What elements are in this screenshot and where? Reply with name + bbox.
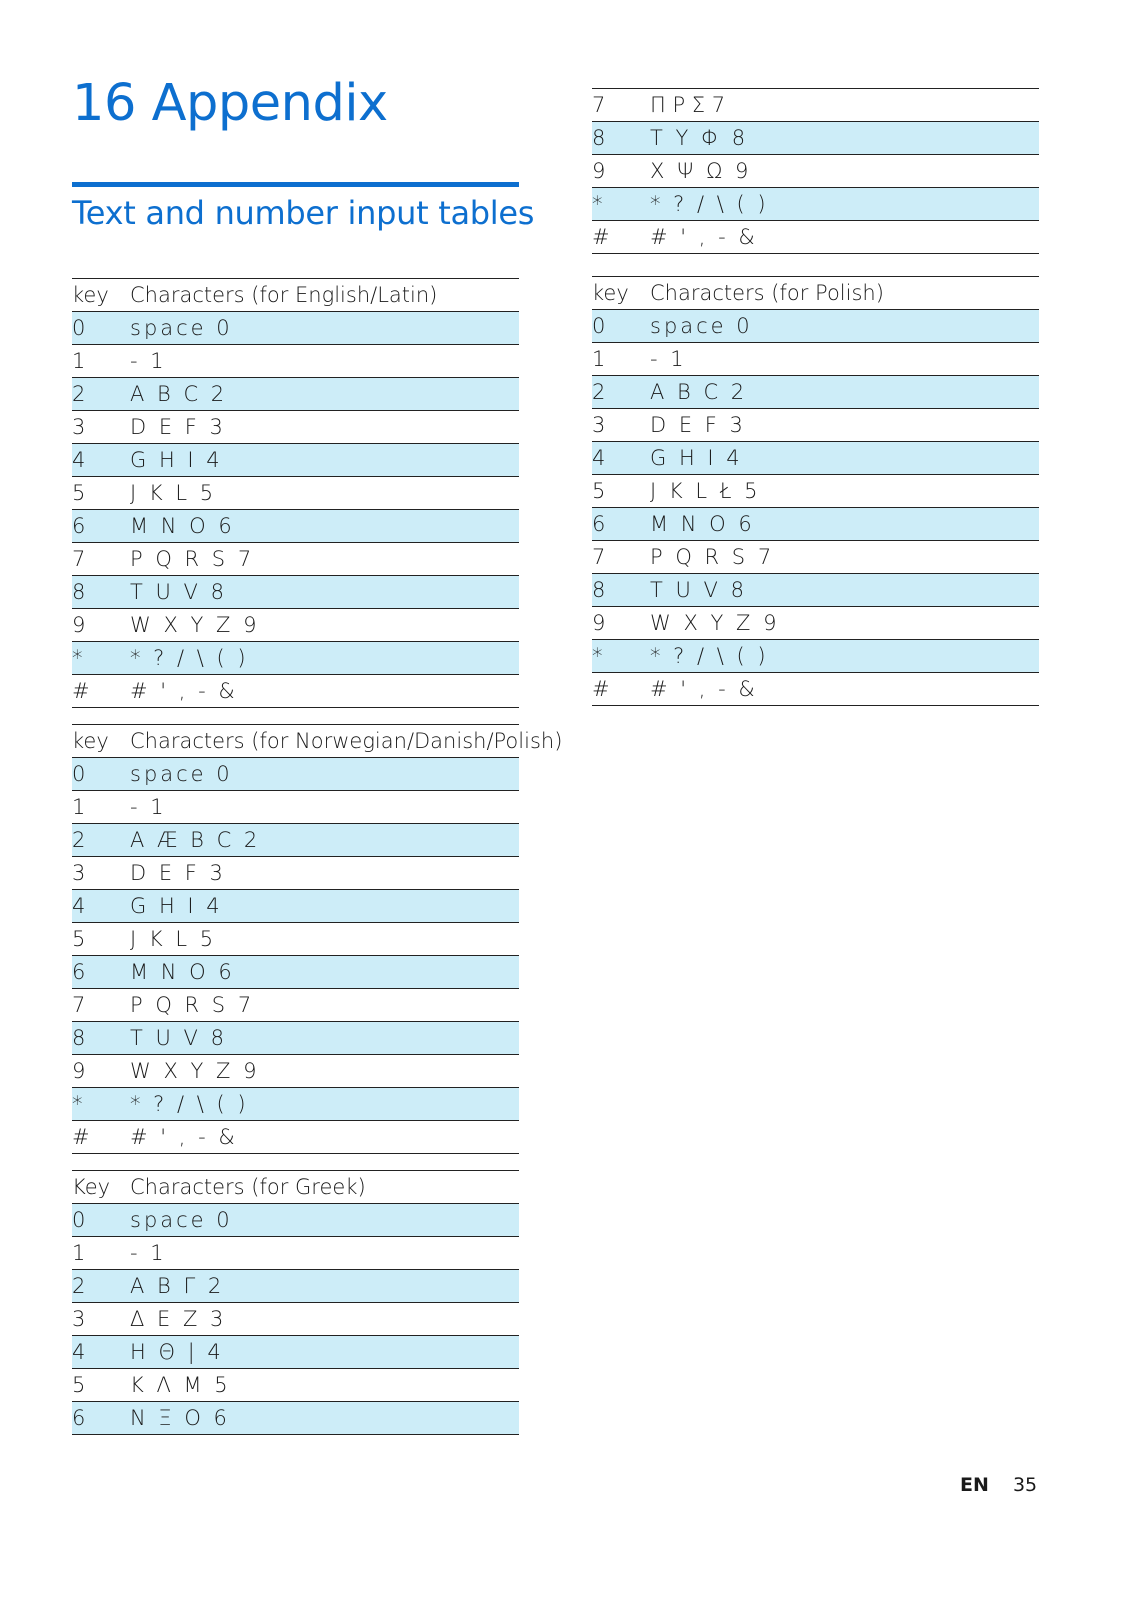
header-characters: Characters (for Greek) [130,1171,519,1204]
characters-cell: K Λ M 5 [130,1369,519,1402]
characters-cell: G H I 4 [130,890,519,923]
characters-cell: # ' , - & [650,673,1039,706]
key-cell: 9 [592,155,650,188]
characters-cell: # ' , - & [650,221,1039,254]
table-row [72,989,519,1022]
page-footer [960,1474,1037,1496]
table-greek-continued [592,88,1039,254]
table-row [592,409,1039,442]
key-cell: 0 [72,1204,130,1237]
characters-cell: W X Y Z 9 [650,607,1039,640]
key-cell: 2 [72,378,130,411]
key-cell: 9 [72,609,130,642]
characters-cell: - 1 [130,1237,519,1270]
key-cell: 8 [592,122,650,155]
characters-cell: D E F 3 [130,411,519,444]
chapter-title: 16 Appendix [72,74,388,133]
key-cell: 4 [72,1336,130,1369]
characters-cell: space 0 [130,312,519,345]
table-row [72,758,519,791]
key-cell: 4 [592,442,650,475]
table-row [592,442,1039,475]
table-row [72,1204,519,1237]
characters-cell: M N O 6 [130,956,519,989]
table-row [592,89,1039,122]
characters-cell: T U V 8 [130,576,519,609]
characters-cell: H Θ | 4 [130,1336,519,1369]
table-row [72,1303,519,1336]
table-row [72,1369,519,1402]
characters-cell: A Æ B C 2 [130,824,519,857]
key-cell: 1 [72,791,130,824]
table-row [72,543,519,576]
table-row [72,923,519,956]
table-header-row [72,1171,519,1204]
characters-cell: M N O 6 [650,508,1039,541]
key-cell: * [72,1088,130,1121]
characters-cell: - 1 [130,345,519,378]
characters-cell: space 0 [130,758,519,791]
key-cell: 2 [592,376,650,409]
key-cell: 8 [72,1022,130,1055]
table-row [592,155,1039,188]
characters-cell: N Ξ O 6 [130,1402,519,1435]
characters-cell: D E F 3 [130,857,519,890]
table-row [72,1121,519,1154]
page-number: 35 [1012,1474,1038,1496]
table-row [72,345,519,378]
section-title: Text and number input tables [72,194,535,232]
table-row [592,122,1039,155]
characters-cell: D E F 3 [650,409,1039,442]
table-row [72,956,519,989]
characters-cell: Δ E Z 3 [130,1303,519,1336]
characters-cell: A B Γ 2 [130,1270,519,1303]
key-cell: 7 [592,541,650,574]
key-cell: 4 [72,444,130,477]
characters-cell: * ? / \ ( ) [130,642,519,675]
key-cell: 4 [72,890,130,923]
characters-cell: P Q R S 7 [650,541,1039,574]
key-cell: 5 [592,475,650,508]
key-cell: 0 [72,312,130,345]
header-characters: Characters (for Polish) [650,277,1039,310]
table-row [72,312,519,345]
table-row [72,642,519,675]
key-cell: 9 [72,1055,130,1088]
table-header-row [72,725,519,758]
table-row [72,1088,519,1121]
key-cell: 3 [592,409,650,442]
footer-language: EN [960,1474,989,1496]
key-cell: 6 [592,508,650,541]
table-greek [72,1170,519,1435]
table-row [72,378,519,411]
key-cell: 3 [72,1303,130,1336]
key-cell: 5 [72,477,130,510]
key-cell: 1 [72,345,130,378]
table-row [592,376,1039,409]
key-cell: 8 [72,576,130,609]
characters-cell: - 1 [130,791,519,824]
key-cell: 5 [72,923,130,956]
key-cell: 6 [72,510,130,543]
characters-cell: G H I 4 [650,442,1039,475]
key-cell: # [72,675,130,708]
table-row [592,343,1039,376]
key-cell: 6 [72,1402,130,1435]
characters-cell: J K L 5 [130,923,519,956]
characters-cell: T Y Φ 8 [650,122,1039,155]
key-cell: # [592,221,650,254]
characters-cell: J K L 5 [130,477,519,510]
key-cell: 3 [72,857,130,890]
key-cell: * [592,640,650,673]
table-row [592,640,1039,673]
characters-cell: P Q R S 7 [130,989,519,1022]
characters-cell: W X Y Z 9 [130,1055,519,1088]
key-cell: 8 [592,574,650,607]
table-row [72,477,519,510]
table-row [592,221,1039,254]
header-key: Key [72,1171,130,1204]
header-characters: Characters (for English/Latin) [130,279,519,312]
table-row [592,310,1039,343]
key-cell: * [592,188,650,221]
key-cell: 1 [592,343,650,376]
table-norwegian-danish-polish [72,724,563,1154]
characters-cell: P Q R S 7 [130,543,519,576]
header-characters: Characters (for Norwegian/Danish/Polish) [130,725,519,758]
table-header-row [72,279,519,312]
characters-cell: M N O 6 [130,510,519,543]
characters-cell: G H I 4 [130,444,519,477]
characters-cell: # ' , - & [130,675,519,708]
characters-cell: A B C 2 [650,376,1039,409]
characters-cell: J K L Ł 5 [650,475,1039,508]
key-cell: 2 [72,1270,130,1303]
key-cell: 9 [592,607,650,640]
key-cell: 5 [72,1369,130,1402]
table-row [72,1270,519,1303]
table-row [72,890,519,923]
key-cell: 0 [592,310,650,343]
characters-cell: * ? / \ ( ) [650,640,1039,673]
characters-cell: * ? / \ ( ) [650,188,1039,221]
table-row [592,607,1039,640]
key-cell: 0 [72,758,130,791]
table-row [72,444,519,477]
key-cell: 7 [72,543,130,576]
table-row [72,1402,519,1435]
table-row [72,1022,519,1055]
header-key: key [72,279,130,312]
characters-cell: * ? / \ ( ) [130,1088,519,1121]
table-row [72,675,519,708]
table-header-row [592,277,1039,310]
key-cell: 2 [72,824,130,857]
key-cell: # [592,673,650,706]
table-english-latin [72,278,519,708]
table-row [592,475,1039,508]
table-row [72,1055,519,1088]
table-row [592,574,1039,607]
key-cell: # [72,1121,130,1154]
table-polish [592,276,1039,706]
title-rule [72,182,519,187]
table-row [72,1237,519,1270]
key-cell: 6 [72,956,130,989]
characters-cell: X Ψ Ω 9 [650,155,1039,188]
characters-cell: # ' , - & [130,1121,519,1154]
key-cell: 7 [592,89,650,122]
table-row [72,824,519,857]
table-row [592,541,1039,574]
key-cell: * [72,642,130,675]
characters-cell: T U V 8 [650,574,1039,607]
header-key: key [72,725,130,758]
table-row [72,510,519,543]
characters-cell: T U V 8 [130,1022,519,1055]
table-row [72,609,519,642]
table-row [72,411,519,444]
table-row [592,673,1039,706]
characters-cell: space 0 [650,310,1039,343]
table-row [72,1336,519,1369]
characters-cell: space 0 [130,1204,519,1237]
key-cell: 7 [72,989,130,1022]
characters-cell: Π P Σ 7 [650,89,1039,122]
table-row [592,188,1039,221]
characters-cell: A B C 2 [130,378,519,411]
characters-cell: W X Y Z 9 [130,609,519,642]
characters-cell: - 1 [650,343,1039,376]
table-row [72,791,519,824]
header-key: key [592,277,650,310]
key-cell: 3 [72,411,130,444]
table-row [592,508,1039,541]
key-cell: 1 [72,1237,130,1270]
table-row [72,857,519,890]
table-row [72,576,519,609]
